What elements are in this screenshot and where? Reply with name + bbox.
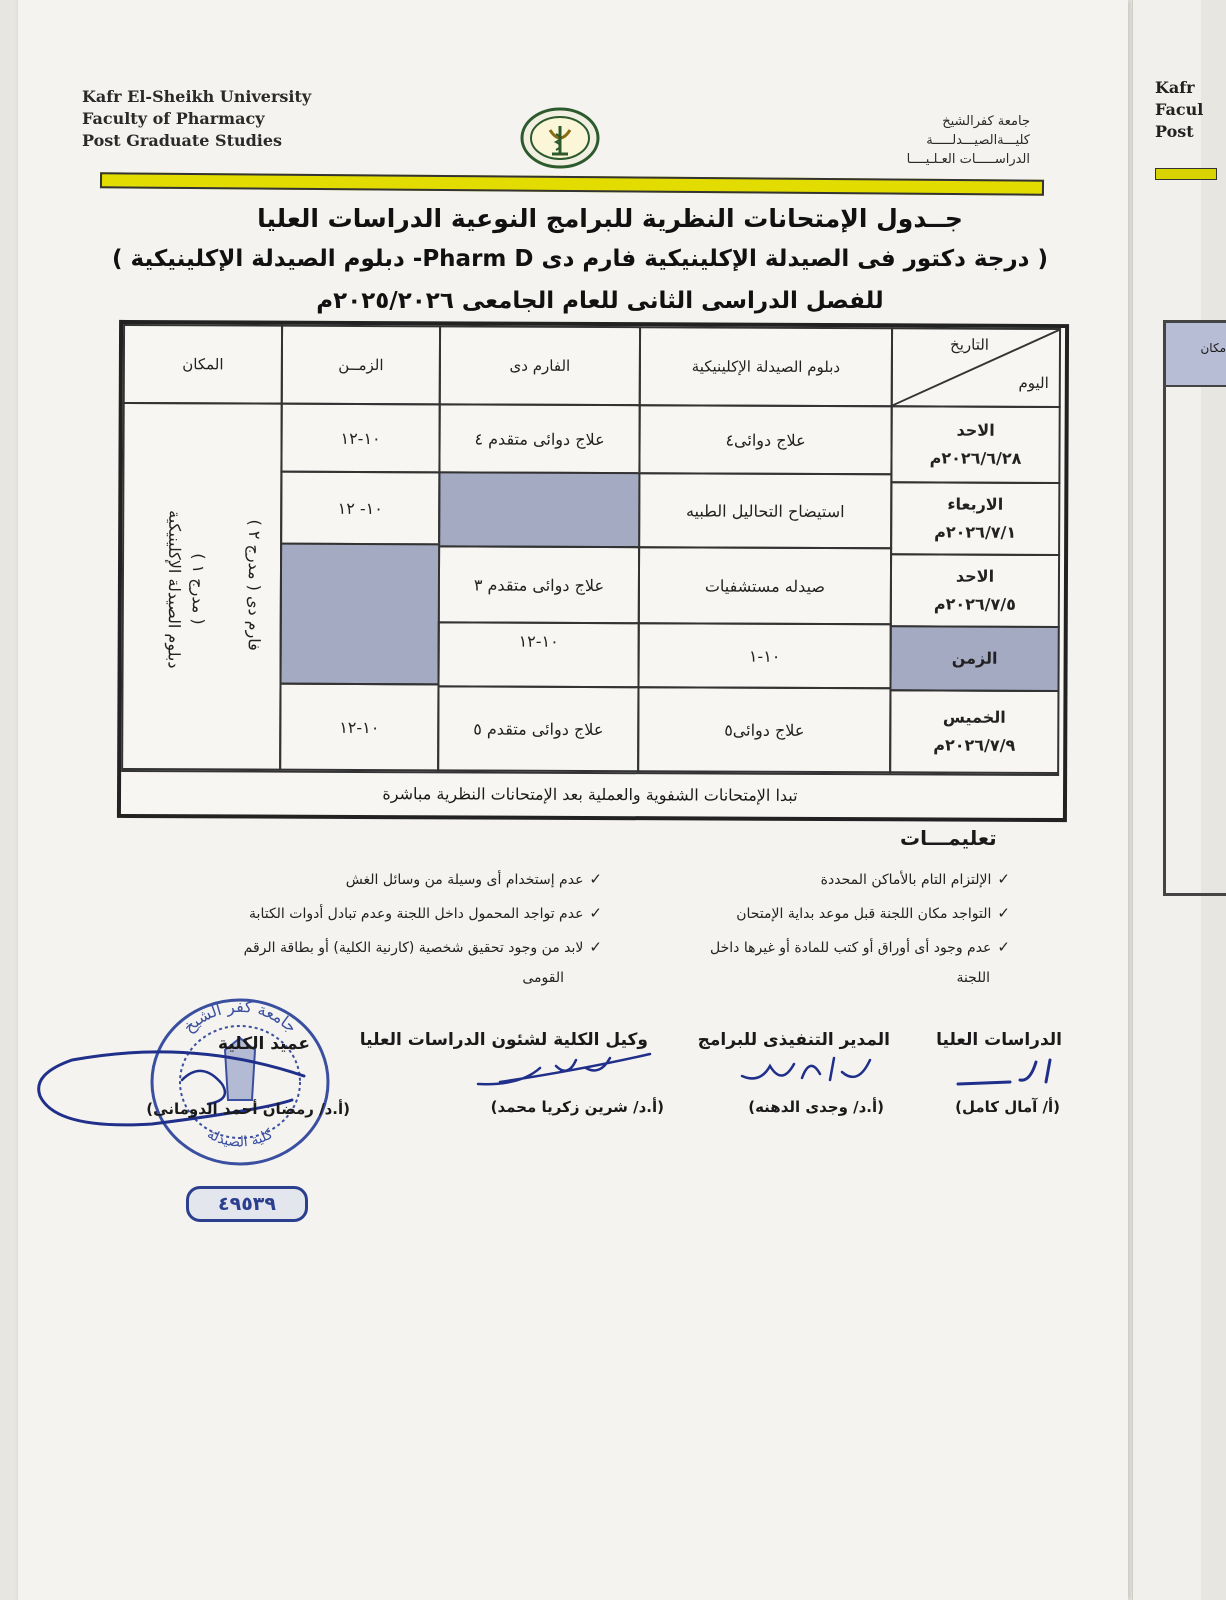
- signatory-name: (أ.د/ رمضان أحمد الدومانى): [146, 1100, 350, 1118]
- pharmd-exam-empty: [438, 471, 640, 548]
- diploma-exam: علاج دوائى٥: [637, 686, 891, 773]
- row-day: الاربعاء: [947, 494, 1004, 514]
- header-ar-line: الدراســـــات العـلـيــــا: [906, 152, 1030, 167]
- row-time-label-text: الزمن: [951, 648, 998, 668]
- header-ar-line: جامعة كفرالشيخ: [942, 114, 1030, 129]
- signatory-name: (أ.د/ وجدى الدهنه): [748, 1098, 884, 1116]
- diploma-exam: علاج دوائى٤: [638, 404, 892, 475]
- instruction-item: [710, 938, 1010, 956]
- signatory-name: (أ/ آمال كامل): [955, 1098, 1060, 1116]
- row-day: الاحد: [956, 420, 995, 440]
- exam-schedule-table: [117, 320, 1069, 822]
- header-diploma: دبلوم الصيدلة الإكلينيكية: [639, 326, 893, 407]
- signature-title: المدير التنفيذى للبرامج: [697, 1030, 890, 1050]
- stamp-ring-text: جامعة كفر الشيخ: [179, 996, 301, 1037]
- instruction-text: عدم تواجد المحمول داخل اللجنة وعدم تبادل أدوات الكتابة: [249, 906, 584, 922]
- semester-subtitle: للفصل الدراسى الثانى للعام الجامعى ٢٠٢٥/٢٠٢٦م: [316, 288, 884, 314]
- place-column: [121, 402, 283, 771]
- instruction-text: التواجد مكان اللجنة قبل موعد بداية الإمتحان: [736, 906, 992, 922]
- next-sheet-table: [1163, 320, 1226, 896]
- instructions-title: تعليمـــات: [900, 826, 997, 850]
- header-en-line: Kafr El-Sheikh University: [82, 87, 312, 106]
- header-day: اليوم: [1018, 373, 1049, 392]
- svg-text:جامعة كفر الشيخ: [179, 997, 301, 1037]
- header-place: المكان: [123, 324, 283, 405]
- check-icon: ✓: [589, 904, 602, 922]
- header-en-line: Post Graduate Studies: [82, 131, 283, 150]
- diploma-exam: استيضاح التحاليل الطبيه: [638, 472, 892, 549]
- header-date-day: [891, 327, 1061, 408]
- instruction-item: [821, 870, 1010, 888]
- instruction-item: [249, 904, 602, 922]
- row-day-date: [889, 689, 1059, 774]
- exam-time-empty: [280, 543, 441, 686]
- next-sheet-line-3: Post: [1155, 122, 1194, 141]
- instruction-text: عدم وجود أى أوراق أو كتب للمادة أو غيرها داخل: [710, 940, 992, 956]
- row-day-date: [890, 553, 1060, 628]
- row-day-date: [890, 481, 1060, 556]
- pharmd-exam-time: ١٠-١٢: [437, 621, 639, 688]
- place-diploma: دبلوم الصيدلة الإكلينيكية: [164, 509, 185, 669]
- diploma-exam-time: ١٠-١: [637, 622, 891, 689]
- faculty-logo-icon: [520, 106, 600, 170]
- handwritten-signature: [730, 1050, 880, 1092]
- table-footer-note: تبدا الإمتحانات الشفوية والعملية بعد الإمتحانات النظرية مباشرة: [121, 770, 1059, 816]
- handwritten-signature: [32, 1040, 312, 1136]
- pharmd-exam: علاج دوائى متقدم ٤: [438, 403, 640, 474]
- next-sheet-yellow-bar: [1155, 168, 1217, 180]
- instruction-item: [736, 904, 1010, 922]
- program-subtitle: ( درجة دكتور فى الصيدلة الإكلينيكية فارم دى Pharm D- دبلوم الصيدلة الإكلينيكية ): [112, 246, 1048, 272]
- row-date: ٢٠٢٦/٧/٩م: [933, 735, 1016, 755]
- signature-title: عميد الكلية: [218, 1034, 310, 1054]
- header-time: الزمــن: [281, 325, 441, 406]
- exam-time: ١٠-١٢: [280, 403, 440, 474]
- stamp-serial-number: ٤٩٥٣٩: [186, 1186, 308, 1222]
- row-time-label: [889, 625, 1059, 692]
- place-pharmd: فارم دى ( مدرج ٢ ): [244, 519, 265, 652]
- adjacent-page-edge: [1132, 0, 1226, 1600]
- check-icon: ✓: [589, 938, 602, 956]
- exam-time: ١٠- ١٢: [280, 471, 440, 546]
- instruction-continuation: اللجنة: [956, 970, 990, 986]
- check-icon: ✓: [997, 870, 1010, 888]
- check-icon: ✓: [997, 904, 1010, 922]
- row-date: ٢٠٢٦/٦/٢٨م: [929, 448, 1022, 468]
- check-icon: ✓: [997, 938, 1010, 956]
- signatory-name: (أ.د/ شرين زكريا محمد): [490, 1098, 664, 1116]
- header-pharmd: الفارم دى: [439, 325, 641, 406]
- schedule-title: جــدول الإمتحانات النظرية للبرامج النوعية الدراسات العليا: [257, 204, 963, 233]
- handwritten-signature: [460, 1046, 660, 1090]
- stamp-bottom-text: كلية الصيدلة: [204, 1126, 276, 1151]
- instruction-text: عدم إستخدام أى وسيلة من وسائل الغش: [345, 872, 584, 888]
- row-day: الاحد: [955, 566, 995, 586]
- instruction-continuation: القومى: [522, 970, 564, 986]
- next-sheet-header-cell: مكان: [1166, 323, 1226, 387]
- header-date: التاريخ: [950, 335, 990, 354]
- row-day: الخميس: [942, 707, 1006, 727]
- instruction-item: [244, 938, 602, 956]
- pharmd-exam: علاج دوائى متقدم ٣: [438, 545, 640, 624]
- instruction-item: [346, 870, 602, 888]
- row-date: ٢٠٢٦/٧/١م: [934, 522, 1017, 542]
- exam-time: ١٠-١٢: [279, 683, 439, 772]
- handwritten-signature: [950, 1052, 1060, 1092]
- instruction-text: لابد من وجود تحقيق شخصية (كارنية الكلية) أو بطاقة الرقم: [243, 940, 584, 956]
- header-ar-line: كليـــةالصيـــدلـــــة: [926, 133, 1030, 148]
- pharmd-exam: علاج دوائى متقدم ٥: [437, 685, 639, 772]
- place-diploma-hall: ( مدرج ١ ): [188, 553, 209, 625]
- header-en-line: Faculty of Pharmacy: [82, 109, 265, 128]
- university-header-ar: [870, 112, 1030, 169]
- check-icon: ✓: [589, 870, 602, 888]
- instruction-text: الإلتزام التام بالأماكن المحددة: [820, 872, 992, 888]
- row-date: ٢٠٢٦/٧/٥م: [933, 594, 1016, 614]
- next-sheet-line-1: Kafr: [1155, 78, 1195, 97]
- signature-title: وكيل الكلية لشئون الدراسات العليا: [359, 1030, 648, 1050]
- row-day-date: [890, 405, 1060, 484]
- university-header-en: [82, 86, 311, 152]
- signature-title: الدراسات العليا: [936, 1030, 1062, 1050]
- diploma-exam: صيدله مستشفيات: [638, 546, 892, 625]
- next-sheet-line-2: Facul: [1155, 100, 1204, 119]
